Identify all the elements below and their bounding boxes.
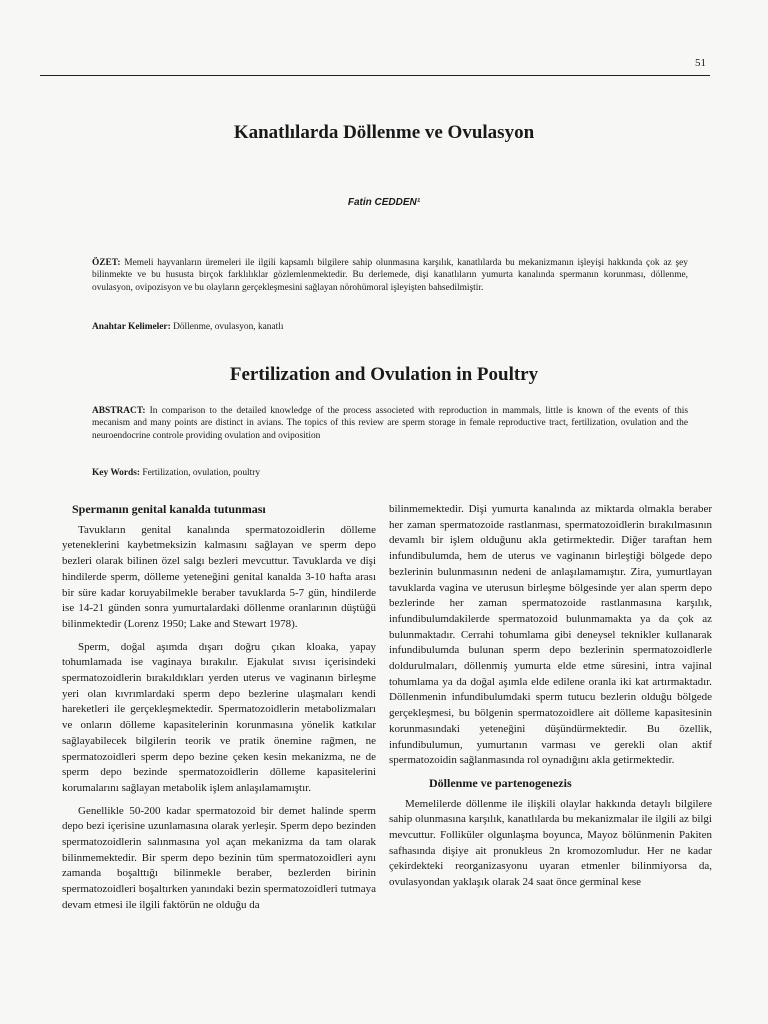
paragraph: Sperm, doğal aşımda dışarı doğru çıkan kloaka, yapay tohumlamada ise vaginaya bırakılır. Ejakulat sıvısı içerisindeki spermatozoidlerin bırakıldıkları yerden uterus ve vaginanın birleşme yeri olan kıvrımlardaki sperm depo bezlerine ulaşmaları kendi hareketleri ile gerçekleşmektedir. Spermatozoidlerin metabolizmaları ve onların dölleme kapasitelerinin korunmasına yönelik katkılar sağlayabilecek bilgilerin teorik ve pratik önemine rağmen, ne spermatozoidleri sperm depo bezine çeken kesin mekanizma, ne de sperm depo bezinde spermatozoidlerin dölleme kapasitelerini korumalarını sağlayan metabolik işlem anlaşılamamıştır. <box>62 640 376 794</box>
paragraph-continued: bilinmemektedir. Dişi yumurta kanalında az miktarda olmakla beraber her zaman spermatozoide rastlanması, spermatozoidlerin bırakılmasının devamlı bir işlem olduğunu akla getirmektedir. Diğer taraftan hem infundibulumda, hem de uterus ve vaginanın birleştiği bölgede depo bezlerinin bulunmasının nedeni de anlaşılamamıştır. Zira, yumurtlayan tavuklarda vagina ve uterusun birleşme bölgesinde yer alan sperm depo bezlerinde her zaman spermatozoide rastlanmasına karşılık, infundibulumdakilerde spermatozoid bulunmamakta ya da çok az bulunmaktadır. Cerrahi tohumlama gibi deneysel teknikler kullanarak infundibulumda bulunan sperm depo bezlerinin spermatozoidlerle doldurulmaları, döllenmiş yumurta elde etme süresini, intra vajinal tohumlama ya da doğal aşımla elde edilene oranla iki kat artırmaktadır. Döllenmenin infundibulumdaki sperm tutucu bezlerin olduğu bölgede gerçekleşmesi, bu bölgenin spermatozoidlere ait dölleme kapasitesinin korunmasındaki yeteneğini düşündürmektedir. Bu özellik, infundibulumun, yumurtanın varması ve gerekli olan aktif spermatozoidin sağlanmasında rol oynadığını akla getirmektedir. <box>389 503 712 767</box>
summary-text: Memeli hayvanların üremeleri ile ilgili kapsamlı bilgilere sahip olunmasına karşılık, kanatlılarda bu mekanizmanın işleyişi hakkında çok az şey bilinmekte ve bu hususta birçok farklılıklar gözlemlenmektedir. Bu derlemede, dişi kanatlıların yumurta kanalında spermanın korunması, döllenme, ovulasyon, ovipozisyon ve bu olayların gerçekleşmesini sağlayan nörohümoral işleyişten bahsedilmiştir. <box>92 258 688 293</box>
abstract-label: ABSTRACT: <box>92 406 146 416</box>
paragraph: Tavukların genital kanalında spermatozoidlerin dölleme yeteneklerini kaybetmeksizin kalmasını sağlayan ve sperm depo bezleri olarak bilinen özel salgı bezleri mevcuttur. Tavuklarda ve dişi hindilerde sperm, dölleme yeteneğini genital kanalda 3-10 hafta arası bir süre kadar koruyabilmekle beraber tavuklarda 5-7 gün, hindilerde ise 14-21 günden sonra yumurtalardaki döllenme oranlarının düştüğü bilinmektedir (Lorenz 1950; Lake and Stewart 1978). <box>62 523 376 630</box>
english-abstract <box>92 405 688 442</box>
header-rule <box>40 75 710 76</box>
keywords-text-tr: Döllenme, ovulasyon, kanatlı <box>173 322 284 332</box>
paragraph: Genellikle 50-200 kadar spermatozoid bir demet halinde sperm depo bezi içerisine uzunlamasına olarak yerleşir. Sperm depo bezinden spermatozoidlerin salınmasına yol açan mekanizma da tam olarak bilinmemektedir. Bir sperm depo bezinin tüm spermatozoidleri aynı zamanda boşalttığı bilinmekle beraber, bezlerden birinin spermatozoidleri boşaltırken yanındaki bezin spermatozoidleri tutmaya devam etmesi ile ilgili faktörün ne olduğu da <box>62 804 376 911</box>
keywords-text-en: Fertilization, ovulation, poultry <box>142 468 261 478</box>
english-title: Fertilization and Ovulation in Poultry <box>229 364 539 385</box>
summary-label: ÖZET: <box>92 258 121 268</box>
turkish-title: Kanatlılarda Döllenme ve Ovulasyon <box>233 122 535 143</box>
turkish-keywords <box>92 322 283 332</box>
paragraph: Memelilerde döllenme ile ilişkili olaylar hakkında detaylı bilgilere sahip olunmasına karşılık, kanatlılarda bu mekanizmalar ile ilgili az bilgi mevcuttur. Folliküler olgunlaşma boyunca, Mayoz bölünmenin Pakiten safhasında dişiye ait pronukleus 2n kromozomludur. Her ne kadar çekirdekteki reorganizasyonu uyaran etmenler bilinmiyorsa da, ovulasyondan yaklaşık olarak 24 saat önce germinal kese <box>389 797 712 889</box>
section-heading-fertilization: Döllenme ve partenogenezis <box>429 775 572 790</box>
page-number: 51 <box>695 57 706 69</box>
right-column <box>389 502 712 898</box>
author-name: Fatin CEDDEN¹ <box>347 197 421 208</box>
english-keywords <box>92 468 260 478</box>
keywords-label-en: Key Words: <box>92 468 141 478</box>
section-heading-sperm-storage: Spermanın genital kanalda tutunması <box>72 502 266 516</box>
left-column <box>62 502 376 921</box>
keywords-label-tr: Anahtar Kelimeler: <box>92 322 171 332</box>
turkish-summary <box>92 257 688 294</box>
abstract-text: In comparison to the detailed knowledge of the process associeted with reproduction in mammals, little is known of the events of this mecanism and many points are distinct in avians. The topics of this review are sperm storage in female reproductive tract, fertilization, ovulation and the neuroendocrine controle providing ovulation and oviposition <box>92 406 689 441</box>
